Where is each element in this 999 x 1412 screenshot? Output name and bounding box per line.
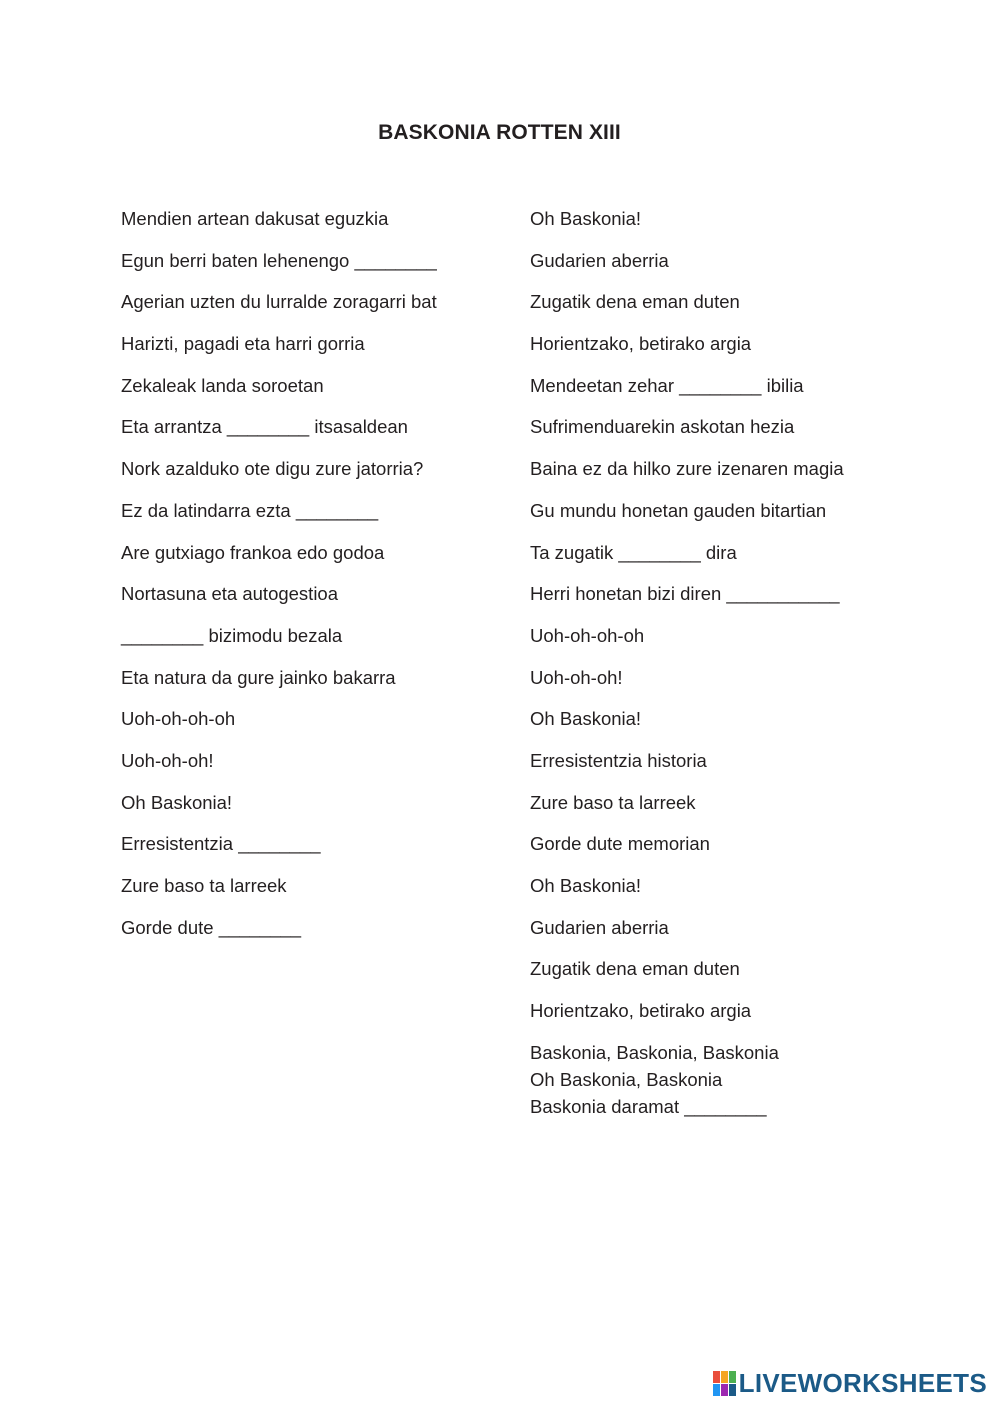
lyric-line: Gorde dute ________ [121,916,302,938]
logo-tile [721,1371,728,1383]
lyric-line: Mendeetan zehar ________ ibilia [530,374,804,396]
lyric-line: Erresistentzia historia [530,749,707,771]
lyric-line: Uoh-oh-oh-oh [121,708,236,730]
lyric-line: Zure baso ta larreek [530,791,696,813]
lyric-line: Nortasuna eta autogestioa [121,583,339,605]
lyric-line: Erresistentzia ________ [121,833,321,855]
left-lyrics-column [121,208,437,958]
lyric-line: Ez da latindarra ezta ________ [121,499,379,521]
logo-tile [713,1384,720,1396]
lyric-line: Zure baso ta larreek [121,875,287,896]
lyric-line: Zugatik dena eman duten [530,958,740,980]
logo-tile [713,1371,720,1383]
logo-tile [721,1384,728,1396]
lyric-line: Baina ez da hilko zure izenaren magia [530,458,844,480]
logo-tile [729,1384,736,1396]
lyric-line: Horientzako, betirako argia [530,333,752,355]
lyric-line: Oh Baskonia! [530,708,642,730]
lyric-line: Agerian uzten du lurralde zoragarri bat [121,291,437,313]
lyric-line: Oh Baskonia! [530,875,642,896]
lyric-line: Uoh-oh-oh! [530,666,623,688]
lyric-line: Zekaleak landa soroetan [121,374,324,396]
logo-mark-icon [713,1371,736,1396]
lyric-line: Gu mundu honetan gauden bitartian [530,499,827,521]
lyric-line: Mendien artean dakusat eguzkia [121,208,389,229]
brand-name: LIVEWORKSHEETS [738,1368,987,1398]
lyric-line: Uoh-oh-oh! [121,749,214,771]
lyric-line: Oh Baskonia! [121,791,233,813]
lyric-line: Herri honetan bizi diren ___________ [530,583,840,605]
lyric-line: Uoh-oh-oh-oh [530,624,645,646]
lyric-line: Egun berri baten lehenengo ________ [121,249,437,271]
lyric-line: Eta arrantza ________ itsasaldean [121,416,408,438]
lyric-line: Gorde dute memorian [530,833,710,855]
right-lyrics-column [530,208,844,1120]
lyric-line: Zugatik dena eman duten [530,291,740,313]
lyric-line: Gudarien aberria [530,916,669,938]
logo-tile [729,1371,736,1383]
lyric-line: Horientzako, betirako argia [530,1000,752,1022]
lyric-line: Are gutxiago frankoa edo godoa [121,541,385,563]
lyric-line: Harizti, pagadi eta harri gorria [121,333,365,355]
lyric-line: Sufrimenduarekin askotan hezia [530,416,795,438]
page-title: BASKONIA ROTTEN XIII [378,121,621,144]
lyric-line: Eta natura da gure jainko bakarra [121,666,396,688]
liveworksheets-logo [713,1368,987,1399]
lyric-line: Nork azalduko ote digu zure jatorria? [121,458,424,480]
lyric-line: Gudarien aberria [530,249,669,271]
lyric-line: Ta zugatik ________ dira [530,541,737,563]
final-stanza: Baskonia, Baskonia, Baskonia Oh Baskonia, Baskonia Baskonia daramat ________ [530,1041,779,1117]
lyric-line: ________ bizimodu bezala [121,624,343,646]
lyric-line: Oh Baskonia! [530,208,642,229]
